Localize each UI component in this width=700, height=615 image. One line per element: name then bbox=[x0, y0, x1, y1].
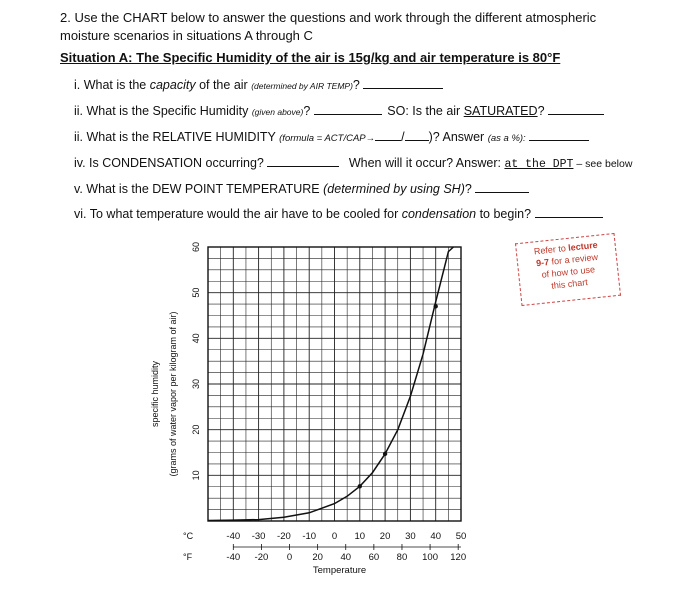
item-iii-as: (as a %): bbox=[487, 133, 526, 144]
celsius-tick-label: 10 bbox=[354, 531, 366, 542]
fahrenheit-tick-label: 100 bbox=[422, 552, 439, 563]
note-text-2b: for a review bbox=[548, 251, 599, 267]
x-axis-title: Temperature bbox=[312, 565, 367, 576]
y-tick-label: 40 bbox=[191, 333, 201, 344]
item-ii-end: ? bbox=[303, 104, 311, 118]
note-text-1b: lecture bbox=[567, 239, 599, 253]
item-ii-so-emphasis: SATURATED bbox=[463, 104, 538, 118]
y-axis-title: specific humidity bbox=[150, 360, 160, 428]
y-tick-label: 20 bbox=[191, 424, 201, 435]
celsius-tick-label: -40 bbox=[226, 531, 241, 542]
question-line-1: 2. Use the CHART below to answer the questions and work through the different atmospheric bbox=[60, 10, 597, 25]
item-i-emphasis: capacity bbox=[149, 78, 196, 92]
item-ii-so-end: ? bbox=[537, 104, 545, 118]
item-iv-dpt: at the DPT bbox=[504, 158, 574, 171]
item-iii-slash: / bbox=[401, 130, 405, 144]
y-axis-subtitle: (grams of water vapor per kilogram of air) bbox=[168, 311, 178, 477]
fahrenheit-tick-label: -40 bbox=[226, 552, 241, 563]
fahrenheit-tick-label: -20 bbox=[254, 552, 269, 563]
fahrenheit-tick-label: 80 bbox=[396, 552, 408, 563]
celsius-tick-label: 30 bbox=[405, 531, 416, 542]
curve-marker-point bbox=[358, 484, 362, 488]
item-iii-formula: (formula = ACT/CAP→ bbox=[279, 133, 376, 144]
celsius-tick-label: 50 bbox=[455, 531, 467, 542]
fahrenheit-unit-label: °F bbox=[183, 552, 193, 562]
item-v-end: ? bbox=[464, 182, 472, 196]
y-tick-label: 50 bbox=[191, 287, 201, 298]
celsius-tick-label: -10 bbox=[302, 531, 317, 542]
celsius-tick-label: -20 bbox=[277, 531, 291, 542]
curve-marker-point bbox=[434, 304, 438, 308]
celsius-tick-label: -30 bbox=[251, 531, 266, 542]
fahrenheit-tick-label: 120 bbox=[450, 552, 467, 563]
chart-labels bbox=[150, 242, 466, 576]
note-text-4: this chart bbox=[550, 277, 589, 291]
item-ii-note: (given above) bbox=[251, 107, 304, 117]
fahrenheit-tick-label: 20 bbox=[312, 552, 323, 563]
note-text-1: Refer to bbox=[533, 242, 569, 257]
celsius-tick-label: 40 bbox=[430, 531, 441, 542]
fahrenheit-tick-label: 60 bbox=[368, 552, 380, 563]
y-tick-label: 30 bbox=[191, 378, 201, 390]
fahrenheit-tick-label: 0 bbox=[286, 552, 293, 563]
y-tick-label: 10 bbox=[191, 470, 201, 481]
curve-marker-point bbox=[383, 452, 387, 456]
question-line-2: moisture scenarios in situations A through C bbox=[60, 28, 313, 43]
item-v-text: v. What is the DEW POINT TEMPERATURE bbox=[74, 182, 324, 196]
item-ii-text: ii. What is the Specific Humidity bbox=[74, 104, 252, 118]
fahrenheit-tick-label: 40 bbox=[340, 552, 352, 563]
item-i-text: i. What is the bbox=[74, 78, 150, 92]
item-vi-emphasis: condensation bbox=[401, 207, 477, 221]
item-iv-text: iv. Is CONDENSATION occurring? bbox=[74, 156, 264, 170]
item-vi-end: to begin? bbox=[476, 207, 532, 221]
situation-title: Situation A: The Specific Humidity of the air is 15g/kg and air temperature is 80°F bbox=[60, 50, 561, 65]
item-i-note: (determined by AIR TEMP) bbox=[251, 81, 353, 91]
note-text-3: of how to use bbox=[541, 264, 596, 280]
note-text-2: 9-7 bbox=[535, 256, 550, 269]
item-i-text-2: of the air bbox=[195, 78, 252, 92]
celsius-tick-label: 20 bbox=[379, 531, 391, 542]
celsius-tick-label: 0 bbox=[331, 531, 338, 542]
item-vi-text: vi. To what temperature would the air have to be cooled for bbox=[74, 207, 402, 221]
celsius-unit-label: °C bbox=[183, 531, 194, 541]
item-iii-close: )? Answer bbox=[428, 130, 488, 144]
y-tick-label: 60 bbox=[191, 241, 201, 253]
item-iii-text: ii. What is the RELATIVE HUMIDITY bbox=[74, 130, 280, 144]
chart-grid bbox=[208, 247, 461, 521]
item-v-emphasis: (determined by using SH) bbox=[323, 182, 465, 196]
item-iv-see: – see below bbox=[573, 158, 633, 170]
item-i-end: ? bbox=[352, 78, 360, 92]
item-ii-so-text: SO: Is the air bbox=[387, 104, 464, 118]
item-iv-when: When will it occur? Answer: bbox=[348, 156, 505, 170]
